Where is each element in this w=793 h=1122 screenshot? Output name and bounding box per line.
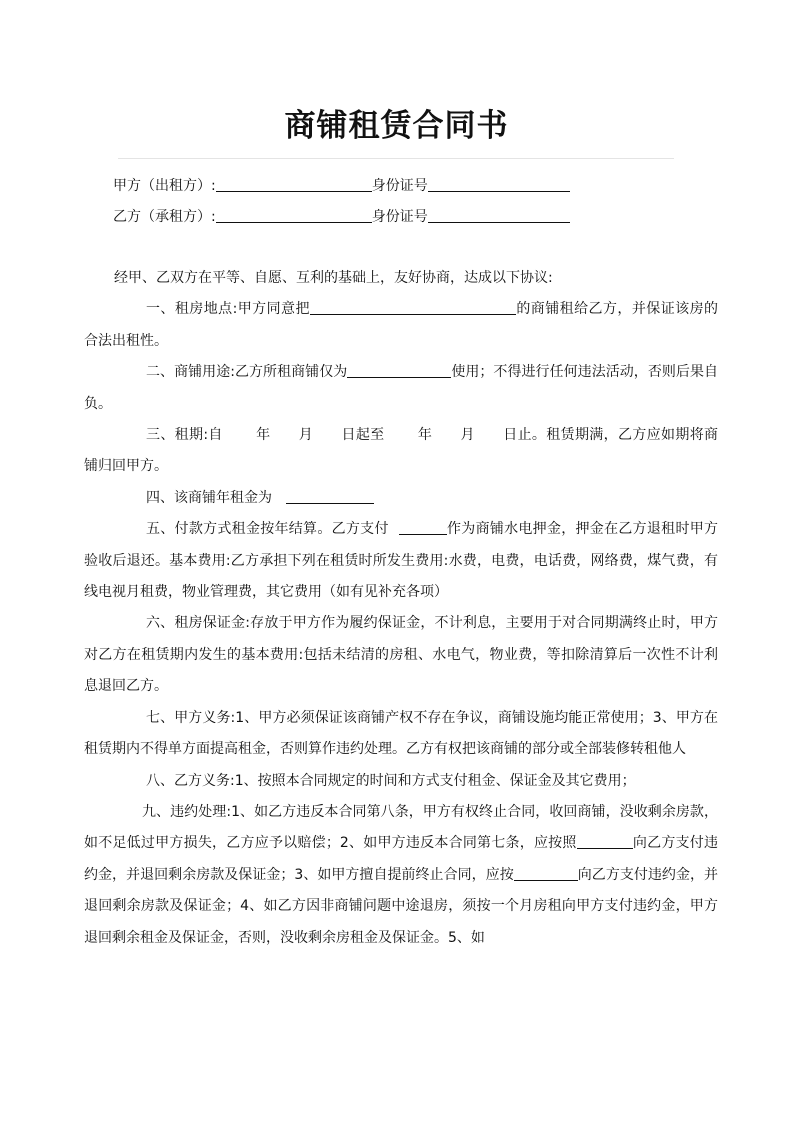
clause-7 xyxy=(84,703,718,766)
party-a-id-label: 身份证号 xyxy=(371,178,428,194)
clause-1-text-a: 一、租房地点:甲方同意把 xyxy=(146,301,310,318)
party-a-label: 甲方（出租方）: xyxy=(113,178,216,194)
clause-3-text-a: 三、租期:自 xyxy=(146,427,223,444)
party-a-line xyxy=(113,177,570,195)
term-start-day: 日起至 xyxy=(341,427,385,444)
clause-5-text-b: 作为商铺水电押金，押金在乙方退租时甲方验收后退还。基本费用:乙方承担下列在租赁时所发生费用:水费，电费，电话费，网络费，煤气费，有线电视月租费，物业管理费，其它费用（如有见补充各项） xyxy=(84,521,719,601)
party-b-label: 乙方（承租方）: xyxy=(113,209,216,225)
clause-5 xyxy=(84,514,718,608)
term-start-year: 年 xyxy=(255,427,271,444)
clause-4-text: 四、该商铺年租金为 xyxy=(146,489,272,506)
party-b-line xyxy=(113,208,570,226)
term-end-month: 月 xyxy=(460,427,475,444)
rental-location-blank[interactable] xyxy=(310,299,516,315)
clause-2-text-b: 使用；不得进行任何违法活动，否则后果自负。 xyxy=(84,364,718,412)
clause-8 xyxy=(84,766,718,797)
clause-9-text-b: 向乙方支付违约金，并退回剩余房款及保证金；3、如甲方擅自提前终止合同，应按 xyxy=(84,835,719,883)
clause-8-text: 八、乙方义务:1、按照本合同规定的时间和方式支付租金、保证金及其它费用； xyxy=(146,772,636,789)
clause-3-text-tail: 日止。租赁期满，乙方应如期将商铺归回甲方。 xyxy=(84,427,719,475)
clause-3 xyxy=(84,420,718,483)
party-a-name-blank[interactable] xyxy=(216,177,372,192)
term-start-month: 月 xyxy=(298,427,314,444)
party-b-id-label: 身份证号 xyxy=(371,209,428,225)
clause-9-text-c: 向乙方支付违约金，并退回剩余房款及保证金；4、如乙方因非商铺问题中途退房，须按一个月房租向甲方支付违约金，甲方退回剩余租金及保证金，否则，没收剩余房租金及保证金。5、如 xyxy=(84,866,719,946)
penalty-blank-1[interactable] xyxy=(577,833,633,849)
intro-text: 经甲、乙双方在平等、自愿、互利的基础上，友好协商，达成以下协议: xyxy=(114,270,553,286)
party-b-name-blank[interactable] xyxy=(216,208,372,223)
term-end-year: 年 xyxy=(417,427,433,444)
contract-title: 商铺租赁合同书 xyxy=(284,108,509,144)
utility-deposit-blank[interactable] xyxy=(399,519,447,535)
penalty-blank-2[interactable] xyxy=(514,865,578,881)
clause-1-text-b: 的商铺租给乙方，并保证该房的合法出租性。 xyxy=(84,301,719,349)
clause-2 xyxy=(84,357,718,420)
clause-6 xyxy=(84,608,718,702)
contract-body xyxy=(84,263,718,954)
clause-2-text-a: 二、商铺用途:乙方所租商铺仅为 xyxy=(146,364,348,381)
clause-7-text: 七、甲方义务:1、甲方必须保证该商铺产权不存在争议，商铺设施均能正常使用；3、甲方在租赁期内不得单方面提高租金，否则算作违约处理。乙方有权把该商铺的部分或全部装修转租他人 xyxy=(84,709,718,758)
intro-paragraph xyxy=(84,263,718,294)
clause-6-text: 六、租房保证金:存放于甲方作为履约保证金，不计利息，主要用于对合同期满终止时，甲方对乙方在租赁期内发生的基本费用:包括未结清的房租、水电气，物业费，等扣除清算后一次性不计利息退回乙方。 xyxy=(84,615,718,695)
clause-1 xyxy=(84,294,718,357)
party-a-id-blank[interactable] xyxy=(428,177,570,192)
annual-rent-blank[interactable] xyxy=(286,488,374,504)
usage-blank[interactable] xyxy=(347,362,451,378)
clause-9-text-a: 九、违约处理:1、如乙方违反本合同第八条，甲方有权终止合同，收回商铺，没收剩余房款，如不足低过甲方损失，乙方应予以赔偿；2、如甲方违反本合同第七条，应按照 xyxy=(84,803,718,852)
clause-9 xyxy=(84,797,718,954)
clause-5-text-a: 五、付款方式租金按年结算。乙方支付 xyxy=(146,521,389,538)
clause-4 xyxy=(84,483,718,514)
party-b-id-blank[interactable] xyxy=(428,208,570,223)
title-divider xyxy=(118,158,674,159)
